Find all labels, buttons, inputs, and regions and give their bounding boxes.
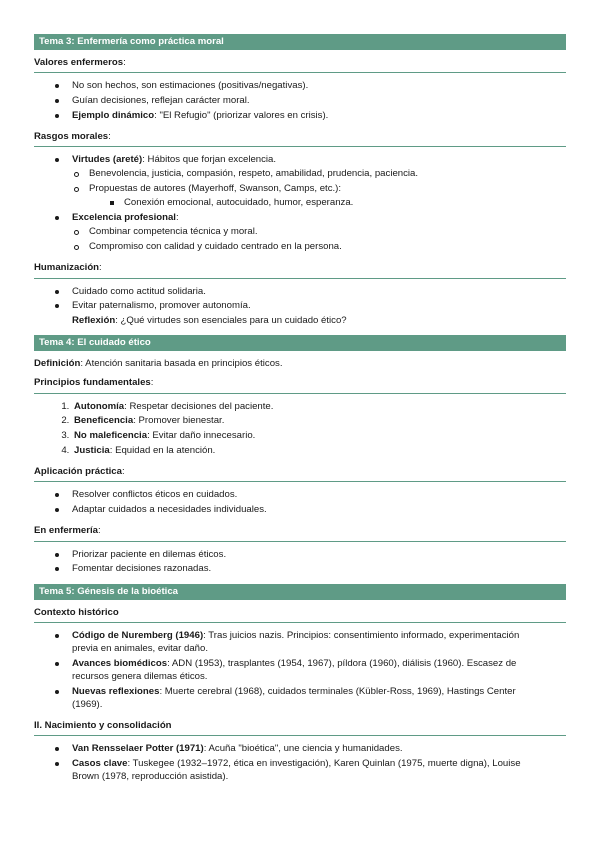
section-header-tema3: Tema 3: Enfermería como práctica moral <box>34 34 566 50</box>
rasgos-heading: Rasgos morales: <box>34 130 566 147</box>
contexto-heading: Contexto histórico <box>34 606 566 623</box>
list-item: Resolver conflictos éticos en cuidados. <box>72 488 566 501</box>
list-item: Fomentar decisiones razonadas. <box>72 562 566 575</box>
list-item: Evitar paternalismo, promover autonomía. <box>72 299 566 312</box>
list-item: Adaptar cuidados a necesidades individuales. <box>72 503 566 516</box>
list-item: 3. No maleficencia: Evitar daño innecesario. <box>72 429 566 442</box>
list-item: Combinar competencia técnica y moral. <box>89 225 566 238</box>
list-item: 4. Justicia: Equidad en la atención. <box>72 444 566 457</box>
list-item: Nuevas reflexiones: Muerte cerebral (1968), cuidados terminales (Kübler-Ross, 1969), Hastings Center (1969). <box>72 685 542 711</box>
list-item: Ejemplo dinámico: "El Refugio" (priorizar valores en crisis). <box>72 109 566 122</box>
list-item: Conexión emocional, autocuidado, humor, esperanza. <box>124 196 566 209</box>
list-item: Priorizar paciente en dilemas éticos. <box>72 548 566 561</box>
rasgos-list <box>34 153 566 253</box>
reflexion-line: Reflexión: ¿Qué virtudes son esenciales para un cuidado ético? <box>72 315 347 327</box>
enfermeria-heading: En enfermería: <box>34 524 566 541</box>
valores-list <box>34 79 566 122</box>
list-item: Cuidado como actitud solidaria. <box>72 285 566 298</box>
list-item: 1. Autonomía: Respetar decisiones del paciente. <box>72 400 566 413</box>
virtudes-sublist <box>72 167 566 209</box>
humanizacion-list <box>34 285 566 328</box>
list-item: Guían decisiones, reflejan carácter moral. <box>72 94 566 107</box>
nacimiento-heading: II. Nacimiento y consolidación <box>34 719 566 736</box>
list-item: Virtudes (areté): Hábitos que forjan excelencia. Benevolencia, justicia, compasión, respeto, amabilidad, prudencia, paciencia. Propuestas de autores (Mayerhoff, Swanson, Camps, etc.): Conexión emocional, autocuidado, humor, esperanza. <box>72 153 566 209</box>
enfermeria-list <box>34 548 566 576</box>
list-item: 2. Beneficencia: Promover bienestar. <box>72 414 566 427</box>
list-item: Código de Nuremberg (1946): Tras juicios nazis. Principios: consentimiento informado, experimentación previa en animales, evitar daño. <box>72 629 542 655</box>
autores-sublist <box>89 196 566 209</box>
humanizacion-heading: Humanización: <box>34 261 566 278</box>
aplicacion-heading: Aplicación práctica: <box>34 465 566 482</box>
valores-heading: Valores enfermeros: <box>34 56 566 73</box>
section-header-tema4: Tema 4: El cuidado ético <box>34 335 566 351</box>
document-page <box>34 34 566 792</box>
list-item: No son hechos, son estimaciones (positivas/negativas). <box>72 79 566 92</box>
list-item: Compromiso con calidad y cuidado centrado en la persona. <box>89 240 566 253</box>
list-item: Excelencia profesional: Combinar competencia técnica y moral. Compromiso con calidad y cuidado centrado en la persona. <box>72 211 566 253</box>
aplicacion-list <box>34 488 566 516</box>
nacimiento-list <box>34 742 542 783</box>
list-item: Casos clave: Tuskegee (1932–1972, ética en investigación), Karen Quinlan (1975, muerte digna), Louise Brown (1978, reproducción asistida). <box>72 757 542 783</box>
excelencia-sublist <box>72 225 566 253</box>
list-item: Avances biomédicos: ADN (1953), trasplantes (1954, 1967), píldora (1960), diálisis (1960). Escasez de recursos genera dilemas éticos. <box>72 657 542 683</box>
list-item: Benevolencia, justicia, compasión, respeto, amabilidad, prudencia, paciencia. <box>89 167 566 180</box>
principios-heading: Principios fundamentales: <box>34 376 566 393</box>
principios-list <box>34 400 566 457</box>
list-item: Propuestas de autores (Mayerhoff, Swanson, Camps, etc.): Conexión emocional, autocuidado, humor, esperanza. <box>89 182 566 209</box>
list-item: Van Rensselaer Potter (1971): Acuña "bioética", une ciencia y humanidades. <box>72 742 542 755</box>
definicion-line: Definición: Atención sanitaria basada en principios éticos. <box>34 358 283 370</box>
section-header-tema5: Tema 5: Génesis de la bioética <box>34 584 566 600</box>
contexto-list <box>34 629 542 711</box>
